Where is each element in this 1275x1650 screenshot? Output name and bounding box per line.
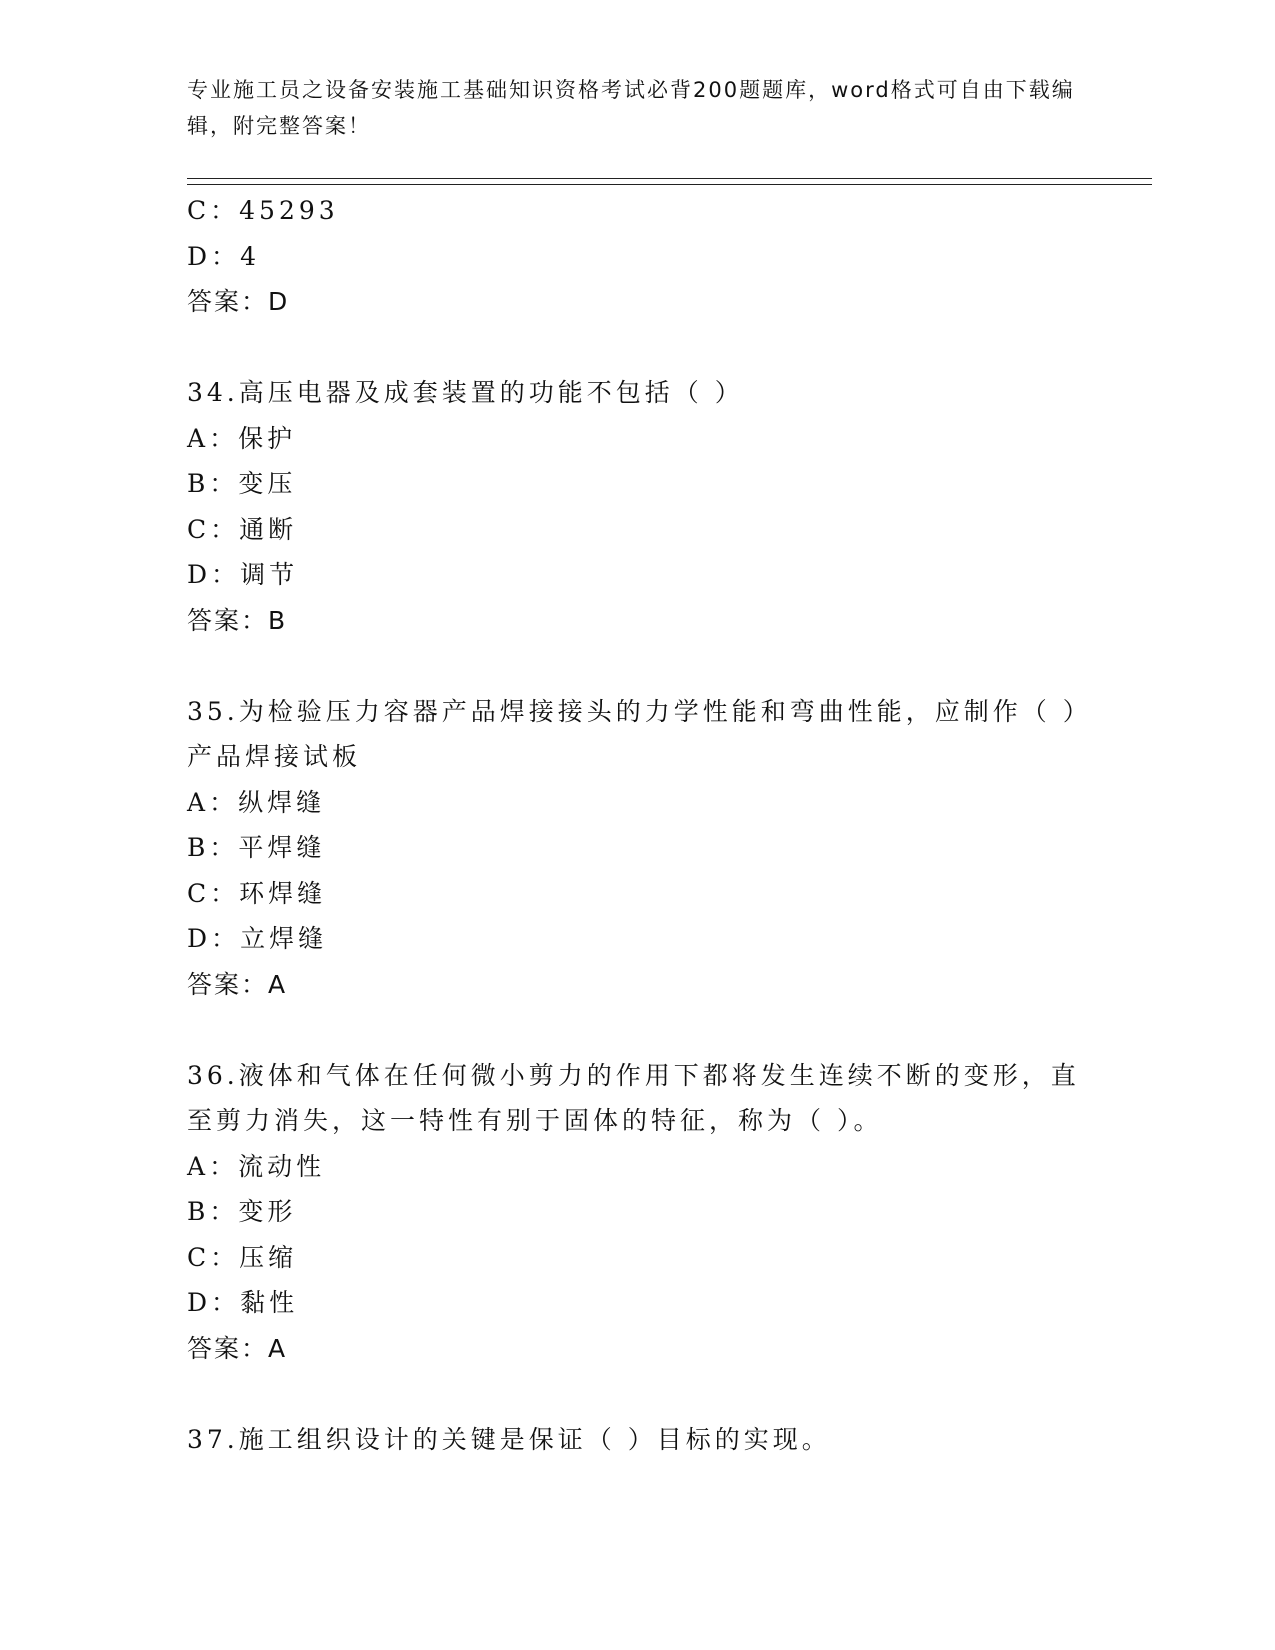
answer-line	[187, 598, 1087, 644]
document-body	[187, 188, 1087, 1462]
header-rule-top	[187, 178, 1152, 179]
question-text	[187, 1417, 1087, 1463]
option-d: D：调节	[187, 560, 299, 589]
option-label: C	[187, 1242, 211, 1272]
option-text: 45293	[239, 196, 339, 225]
option-label: A	[187, 423, 210, 453]
option-d: D：4	[187, 241, 260, 271]
document-header	[187, 72, 1087, 144]
spacer	[187, 1371, 1087, 1417]
option-text: 压缩	[239, 1242, 298, 1272]
option-text: 保护	[238, 423, 297, 453]
spacer	[187, 1007, 1087, 1053]
answer-value: D	[268, 287, 290, 316]
question-stem: 为检验压力容器产品焊接接头的力学性能和弯曲性能，应制作（ ）产品焊接试板	[187, 696, 1080, 771]
option-text: 立焊缝	[240, 924, 328, 953]
option-label: D	[187, 241, 212, 271]
option-a: A：保护	[187, 423, 297, 453]
option-text: 黏性	[240, 1288, 299, 1317]
answer-label: 答案：	[187, 287, 269, 316]
question-35	[187, 689, 1087, 1008]
option-label: D	[187, 924, 212, 953]
option-text: 流动性	[238, 1151, 326, 1181]
answer-label: 答案：	[187, 1333, 269, 1363]
question-number: 34.	[187, 378, 239, 407]
option-text: 4	[240, 241, 260, 271]
option-d: D：立焊缝	[187, 924, 328, 953]
question-text	[187, 370, 1087, 416]
option-a: A：纵焊缝	[187, 787, 326, 817]
option-label: B	[187, 469, 210, 498]
option-text: 纵焊缝	[238, 787, 326, 817]
partial-question	[187, 188, 1087, 325]
option-label: B	[187, 833, 210, 862]
option-text: 变形	[238, 1197, 297, 1226]
option-a: A：流动性	[187, 1151, 326, 1181]
question-stem: 高压电器及成套装置的功能不包括（ ）	[238, 378, 744, 407]
answer-label: 答案：	[187, 605, 269, 635]
spacer	[187, 325, 1087, 371]
option-c: C：通断	[187, 514, 298, 544]
answer-line	[187, 279, 1087, 325]
answer-line	[187, 962, 1087, 1008]
option-c: C：环焊缝	[187, 878, 327, 908]
option-text: 通断	[239, 514, 298, 544]
option-b: B：变形	[187, 1197, 297, 1226]
question-36	[187, 1053, 1087, 1372]
answer-value: A	[268, 1333, 288, 1363]
option-label: D	[187, 560, 212, 589]
question-stem: 施工组织设计的关键是保证（ ）目标的实现。	[238, 1424, 831, 1454]
header-rule-bottom	[187, 184, 1152, 185]
option-label: D	[187, 1288, 212, 1317]
question-number: 37.	[187, 1424, 239, 1454]
question-37	[187, 1417, 1087, 1463]
question-number: 36.	[187, 1060, 239, 1090]
option-text: 环焊缝	[239, 878, 327, 908]
option-text: 调节	[240, 560, 299, 589]
option-label: C	[187, 878, 211, 908]
option-text: 变压	[238, 469, 297, 498]
answer-value: B	[268, 605, 288, 635]
option-label: B	[187, 1197, 210, 1226]
question-text	[187, 1053, 1087, 1144]
header-title: 专业施工员之设备安装施工基础知识资格考试必背200题题库，word格式可自由下载编辑，附完整答案！	[187, 78, 1075, 138]
answer-value: A	[268, 969, 288, 999]
question-number: 35.	[187, 696, 239, 726]
option-label: C	[187, 514, 211, 544]
option-c: C：45293	[187, 196, 339, 225]
question-34	[187, 370, 1087, 643]
option-d: D：黏性	[187, 1288, 299, 1317]
option-label: A	[187, 1151, 210, 1181]
option-b: B：变压	[187, 469, 297, 498]
question-stem: 液体和气体在任何微小剪力的作用下都将发生连续不断的变形，直至剪力消失，这一特性有别于固体的特征，称为（ ）。	[187, 1060, 1080, 1135]
option-b: B：平焊缝	[187, 833, 326, 862]
answer-line	[187, 1326, 1087, 1372]
question-text	[187, 689, 1087, 780]
option-text: 平焊缝	[238, 833, 326, 862]
option-label: A	[187, 787, 210, 817]
option-c: C：压缩	[187, 1242, 298, 1272]
answer-label: 答案：	[187, 969, 269, 999]
option-label: C	[187, 196, 211, 225]
spacer	[187, 643, 1087, 689]
